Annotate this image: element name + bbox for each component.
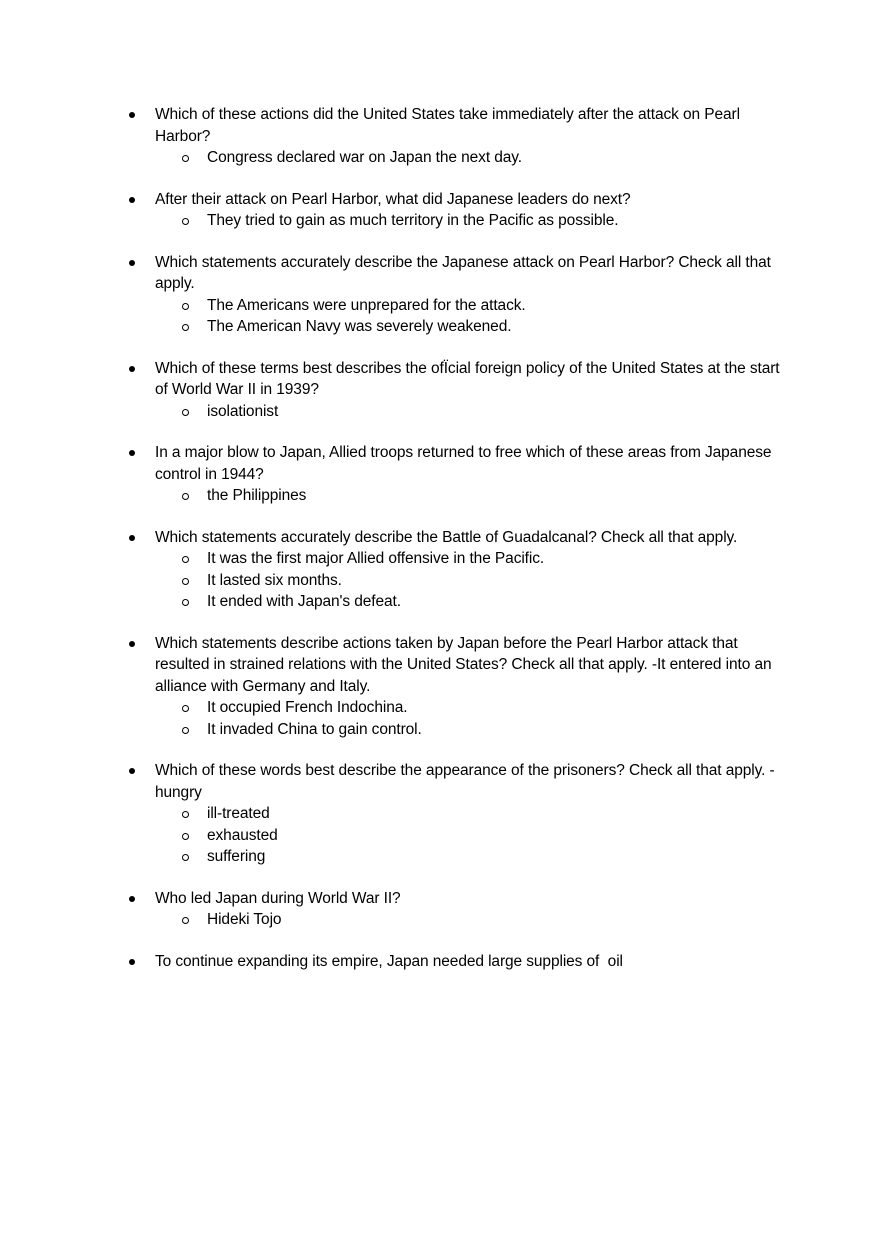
answer-label: Hideki Tojo [207, 911, 282, 928]
answer-item [207, 697, 880, 719]
question-label: In a major blow to Japan, Allied troops returned to free which of these areas from Japanese control in 1944? [155, 444, 772, 483]
question-item [0, 189, 880, 232]
question-text [155, 252, 780, 295]
bullet-icon [129, 197, 135, 203]
circle-bullet-icon [182, 811, 189, 818]
question-item [0, 527, 880, 613]
circle-bullet-icon [182, 578, 189, 585]
circle-bullet-icon [182, 833, 189, 840]
answer-item [207, 548, 880, 570]
circle-bullet-icon [182, 155, 189, 162]
question-label: Which of these words best describe the appearance of the prisoners? Check all that apply. -hungry [155, 762, 775, 801]
question-label: Which statements describe actions taken by Japan before the Pearl Harbor attack that resulted in strained relations with the United States? Check all that apply. -It entered into an alliance with Germany and Italy. [155, 634, 772, 695]
question-item [0, 888, 880, 931]
question-item [0, 358, 880, 423]
answer-item [207, 570, 880, 592]
bullet-icon [129, 450, 135, 456]
circle-bullet-icon [182, 556, 189, 563]
answer-item [207, 485, 880, 507]
question-item [0, 951, 880, 973]
circle-bullet-icon [182, 599, 189, 606]
question-label: Who led Japan during World War II? [155, 889, 401, 907]
answer-label: ill-treated [207, 805, 270, 822]
bullet-icon [129, 959, 135, 965]
circle-bullet-icon [182, 493, 189, 500]
answer-list [0, 803, 880, 868]
answer-label: It occupied French Indochina. [207, 699, 408, 716]
answer-label: the Philippines [207, 487, 307, 504]
answer-label: isolationist [207, 402, 279, 420]
answer-item [207, 846, 880, 868]
bullet-icon [129, 535, 135, 541]
bullet-icon [129, 896, 135, 902]
answer-list [0, 548, 880, 613]
answer-label: Congress declared war on Japan the next day. [207, 149, 522, 166]
question-item [0, 442, 880, 507]
answer-list [0, 909, 880, 931]
question-text [155, 442, 780, 485]
answer-item [207, 591, 880, 613]
bullet-icon [129, 260, 135, 266]
answer-list [0, 295, 880, 338]
question-label: Which statements accurately describe the Battle of Guadalcanal? Check all that apply. [155, 528, 738, 546]
question-item [0, 633, 880, 741]
answer-label: exhausted [207, 826, 278, 844]
answer-label: The Americans were unprepared for the attack. [207, 296, 526, 314]
bullet-icon [129, 768, 135, 774]
question-label: To continue expanding its empire, Japan needed large supplies of oil [155, 952, 623, 970]
circle-bullet-icon [182, 218, 189, 225]
question-text [155, 760, 780, 803]
question-text [155, 951, 780, 973]
question-label: Which statements accurately describe the Japanese attack on Pearl Harbor? Check all that apply. [155, 253, 771, 292]
answer-label: suffering [207, 848, 266, 865]
answer-item [207, 316, 880, 338]
answer-label: It lasted six months. [207, 571, 342, 589]
circle-bullet-icon [182, 409, 189, 416]
question-label: After their attack on Pearl Harbor, what did Japanese leaders do next? [155, 190, 631, 208]
circle-bullet-icon [182, 917, 189, 924]
circle-bullet-icon [182, 303, 189, 310]
question-item [0, 104, 880, 169]
answer-label: It was the first major Allied offensive in the Pacific. [207, 550, 545, 567]
question-text [155, 358, 780, 401]
question-text [155, 633, 780, 698]
circle-bullet-icon [182, 727, 189, 734]
question-text [155, 189, 780, 211]
answer-list [0, 147, 880, 169]
answer-item [207, 210, 880, 232]
circle-bullet-icon [182, 705, 189, 712]
answer-item [207, 909, 880, 931]
circle-bullet-icon [182, 324, 189, 331]
answer-list [0, 210, 880, 232]
answer-item [207, 825, 880, 847]
answer-label: The American Navy was severely weakened. [207, 318, 512, 335]
answer-list [0, 485, 880, 507]
answer-item [207, 803, 880, 825]
question-text [155, 888, 780, 910]
question-label: Which of these actions did the United States take immediately after the attack on Pearl Harbor? [155, 106, 740, 145]
question-text [155, 527, 780, 549]
bullet-icon [129, 366, 135, 372]
answer-item [207, 295, 880, 317]
question-item [0, 760, 880, 868]
answer-list [0, 697, 880, 740]
bullet-icon [129, 641, 135, 647]
circle-bullet-icon [182, 854, 189, 861]
answer-label: They tried to gain as much territory in the Pacific as possible. [207, 212, 619, 229]
answer-label: It invaded China to gain control. [207, 720, 422, 738]
answer-label: It ended with Japan's defeat. [207, 593, 401, 610]
question-label: Which of these terms best describes the ofÏcial foreign policy of the United States at the start of World War II in 1939? [155, 359, 780, 398]
question-text [155, 104, 780, 147]
answer-item [207, 719, 880, 741]
question-item [0, 252, 880, 338]
answer-list [0, 401, 880, 423]
bullet-icon [129, 112, 135, 118]
answer-item [207, 401, 880, 423]
answer-item [207, 147, 880, 169]
